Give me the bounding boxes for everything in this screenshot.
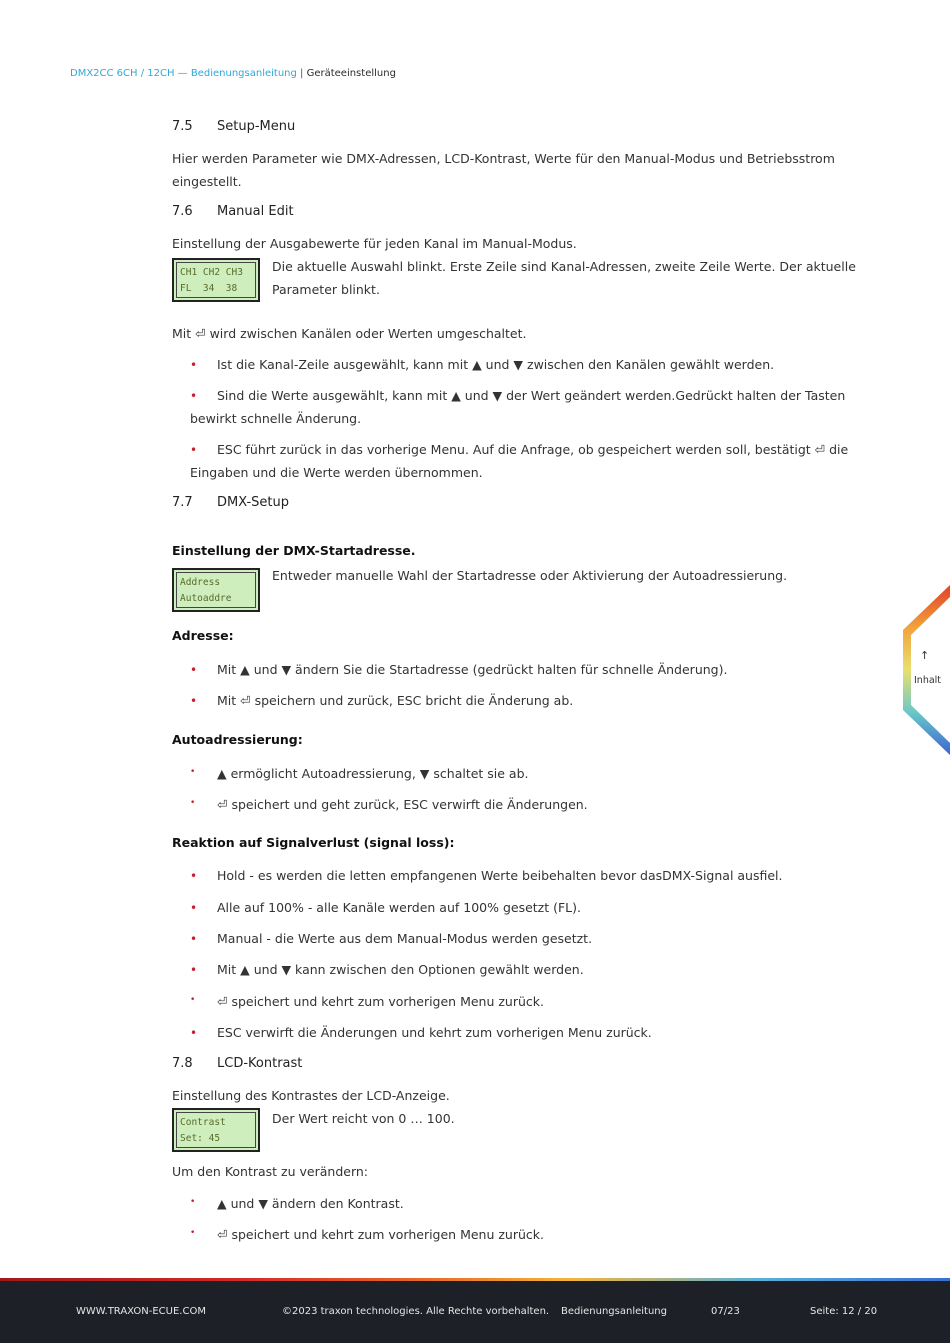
lcd-line-1: CH1 CH2 CH3	[180, 267, 243, 278]
footer-page-number: Seite: 12 / 20	[810, 1306, 878, 1317]
manual-edit-toggle-text: Mit ⏎ wird zwischen Kanälen oder Werten umgeschaltet.	[172, 326, 527, 341]
bullet-icon: •	[190, 995, 196, 1005]
toc-side-tab[interactable]	[903, 585, 950, 755]
bullet-icon: •	[190, 963, 198, 977]
address-bullet-1: Mit ▲ und ▼ ändern Sie die Startadresse (gedrückt halten für schnelle Änderung).	[217, 662, 728, 677]
lcd-display-contrast	[172, 1108, 260, 1152]
section-7-6-intro: Einstellung der Ausgabewerte für jeden Kanal im Manual-Modus.	[172, 236, 577, 251]
section-7-5-title: Setup-Menu	[217, 119, 296, 134]
arrow-up-icon[interactable]: ↑	[920, 649, 930, 662]
section-7-5-text-1: Hier werden Parameter wie DMX-Adressen, LCD-Kontrast, Werte für den Manual-Modus und Betriebsstrom	[172, 151, 835, 166]
signal-loss-bullet-4: Mit ▲ und ▼ kann zwischen den Optionen gewählt werden.	[217, 962, 584, 977]
bullet-icon: •	[190, 901, 198, 915]
section-7-5-text-2: eingestellt.	[172, 174, 242, 189]
signal-loss-heading: Reaktion auf Signalverlust (signal loss):	[172, 835, 455, 850]
lcd-display-manual-edit	[172, 258, 260, 302]
autoaddress-heading: Autoadressierung:	[172, 732, 303, 747]
bullet-icon: •	[190, 443, 198, 457]
breadcrumb-current: Geräteeinstellung	[306, 68, 396, 79]
signal-loss-bullet-5: ⏎ speichert und kehrt zum vorherigen Menu zurück.	[217, 994, 544, 1009]
autoaddress-bullet-2: ⏎ speichert und geht zurück, ESC verwirft die Änderungen.	[217, 797, 588, 812]
signal-loss-bullet-6: ESC verwirft die Änderungen und kehrt zum vorherigen Menu zurück.	[217, 1025, 652, 1040]
footer-website-link[interactable]: WWW.TRAXON-ECUE.COM	[76, 1306, 206, 1317]
bullet-icon: •	[190, 358, 198, 372]
section-7-7-title: DMX-Setup	[217, 495, 290, 510]
footer-doc-type: Bedienungsanleitung	[561, 1306, 667, 1317]
section-7-8-title: LCD-Kontrast	[217, 1056, 303, 1071]
lcd-line-2: Set: 45	[180, 1133, 221, 1144]
manual-edit-desc-1: Die aktuelle Auswahl blinkt. Erste Zeile sind Kanal-Adressen, zweite Zeile Werte. Der aktuelle	[272, 259, 856, 274]
lcd-line-1: Contrast	[180, 1117, 226, 1128]
bullet-icon: •	[190, 932, 198, 946]
lcd-line-2: FL 34 38	[180, 283, 238, 294]
signal-loss-bullet-2: Alle auf 100% - alle Kanäle werden auf 100% gesetzt (FL).	[217, 900, 582, 915]
lcd-contrast-intro: Einstellung des Kontrastes der LCD-Anzeige.	[172, 1088, 450, 1103]
breadcrumb	[70, 68, 396, 79]
bullet-icon: •	[190, 869, 198, 883]
breadcrumb-separator: |	[296, 68, 307, 79]
section-7-6-title: Manual Edit	[217, 204, 294, 219]
dmx-setup-desc: Entweder manuelle Wahl der Startadresse oder Aktivierung der Autoadressierung.	[272, 568, 788, 583]
bullet-icon: •	[190, 798, 196, 808]
lcd-line-1: Address	[180, 577, 221, 588]
manual-edit-bullet-2a: Sind die Werte ausgewählt, kann mit ▲ und ▼ der Wert geändert werden.Gedrückt halten der Tasten	[217, 388, 846, 403]
manual-edit-bullet-3a: ESC führt zurück in das vorherige Menu. Auf die Anfrage, ob gespeichert werden soll, bestätigt ⏎ die	[217, 442, 849, 457]
contrast-how-text: Um den Kontrast zu verändern:	[172, 1164, 368, 1179]
signal-loss-bullet-1: Hold - es werden die letten empfangenen Werte beibehalten bevor dasDMX-Signal ausfiel.	[217, 868, 783, 883]
manual-edit-bullet-2b: bewirkt schnelle Änderung.	[190, 411, 362, 426]
manual-edit-bullet-3b: Eingaben und die Werte werden übernommen.	[190, 465, 483, 480]
bullet-icon: •	[190, 663, 198, 677]
section-7-8-number: 7.8	[172, 1056, 193, 1071]
contrast-bullet-1: ▲ und ▼ ändern den Kontrast.	[217, 1196, 404, 1211]
autoaddress-bullet-1: ▲ ermöglicht Autoadressierung, ▼ schaltet sie ab.	[217, 766, 529, 781]
address-heading: Adresse:	[172, 628, 234, 643]
dmx-startaddress-heading: Einstellung der DMX-Startadresse.	[172, 543, 416, 558]
bullet-icon: •	[190, 1197, 196, 1207]
bullet-icon: •	[190, 767, 196, 777]
section-7-5-number: 7.5	[172, 119, 193, 134]
toc-tab-label[interactable]: Inhalt	[914, 675, 942, 686]
manual-edit-bullet-1: Ist die Kanal-Zeile ausgewählt, kann mit ▲ und ▼ zwischen den Kanälen gewählt werden.	[217, 357, 775, 372]
bullet-icon: •	[190, 389, 198, 403]
bullet-icon: •	[190, 1026, 198, 1040]
breadcrumb-doc-link[interactable]: DMX2CC 6CH / 12CH — Bedienungsanleitung	[70, 68, 297, 79]
bullet-icon: •	[190, 1228, 196, 1238]
contrast-range-text: Der Wert reicht von 0 … 100.	[272, 1111, 455, 1126]
address-bullet-2: Mit ⏎ speichern und zurück, ESC bricht die Änderung ab.	[217, 693, 574, 708]
footer-date: 07/23	[711, 1306, 740, 1317]
lcd-display-dmx-address	[172, 568, 260, 612]
section-7-6-number: 7.6	[172, 204, 193, 219]
signal-loss-bullet-3: Manual - die Werte aus dem Manual-Modus werden gesetzt.	[217, 931, 593, 946]
manual-edit-desc-2: Parameter blinkt.	[272, 282, 380, 297]
footer-copyright: ©2023 traxon technologies. Alle Rechte vorbehalten.	[282, 1306, 550, 1317]
lcd-line-2: Autoaddre	[180, 593, 232, 604]
section-7-7-number: 7.7	[172, 495, 193, 510]
contrast-bullet-2: ⏎ speichert und kehrt zum vorherigen Menu zurück.	[217, 1227, 544, 1242]
bullet-icon: •	[190, 694, 198, 708]
